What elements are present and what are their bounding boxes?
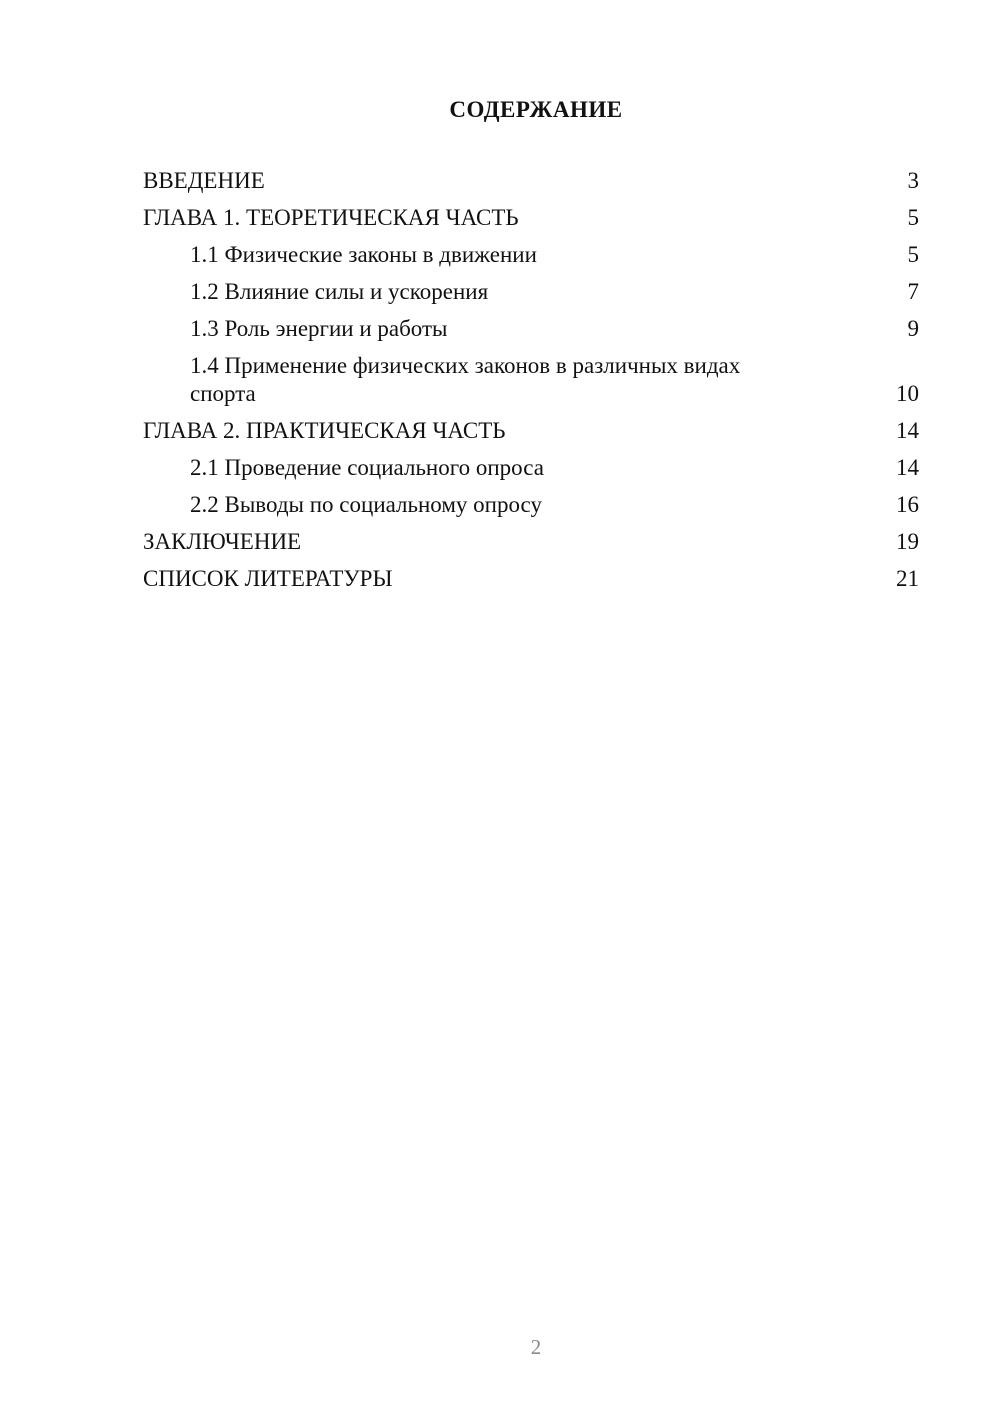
toc-entry-label: 2.2 Выводы по социальному опросу: [190, 492, 542, 517]
toc-entry-section-1-3[interactable]: [143, 315, 919, 343]
toc-entry-label: ЗАКЛЮЧЕНИЕ: [143, 529, 302, 554]
toc-entry-label: СПИСОК ЛИТЕРАТУРЫ: [143, 566, 393, 591]
toc-entry-label: ГЛАВА 2. ПРАКТИЧЕСКАЯ ЧАСТЬ: [143, 418, 506, 443]
toc-entry-chapter-1[interactable]: [143, 204, 919, 232]
page-number: 2: [530, 1335, 542, 1359]
toc-entry-section-2-1[interactable]: [143, 454, 919, 482]
toc-entry-chapter-2[interactable]: [143, 417, 919, 445]
toc-entry-page: 3: [907, 168, 919, 193]
toc-entry-page: 5: [907, 242, 919, 267]
toc-entry-page: 14: [896, 418, 919, 443]
toc-entry-section-1-2[interactable]: [143, 278, 919, 306]
toc-entry-page: 5: [907, 205, 919, 230]
toc-entry-page: 14: [896, 455, 919, 480]
table-of-contents: [143, 167, 919, 602]
toc-entry-label: ВВЕДЕНИЕ: [143, 168, 265, 193]
toc-entry-references[interactable]: [143, 565, 919, 593]
toc-entry-page: 7: [907, 279, 919, 304]
toc-entry-introduction[interactable]: [143, 167, 919, 195]
toc-entry-section-1-1[interactable]: [143, 241, 919, 269]
toc-entry-label: 1.1 Физические законы в движении: [190, 242, 537, 267]
toc-entry-section-2-2[interactable]: [143, 491, 919, 519]
toc-entry-page: 21: [896, 566, 919, 591]
toc-entry-page: 16: [896, 492, 919, 517]
toc-entry-conclusion[interactable]: [143, 528, 919, 556]
toc-entry-section-1-4[interactable]: [143, 352, 919, 408]
toc-entry-page: 19: [896, 529, 919, 554]
toc-entry-page: 9: [907, 316, 919, 341]
toc-entry-label: 1.3 Роль энергии и работы: [190, 316, 448, 341]
toc-title: СОДЕРЖАНИЕ: [449, 97, 623, 122]
toc-entry-label: 1.4 Применение физических законов в различных видах спорта: [190, 353, 741, 406]
toc-entry-page: 10: [896, 381, 919, 406]
toc-entry-label: ГЛАВА 1. ТЕОРЕТИЧЕСКАЯ ЧАСТЬ: [143, 205, 519, 230]
toc-entry-label: 1.2 Влияние силы и ускорения: [190, 279, 489, 304]
toc-entry-label: 2.1 Проведение социального опроса: [190, 455, 544, 480]
